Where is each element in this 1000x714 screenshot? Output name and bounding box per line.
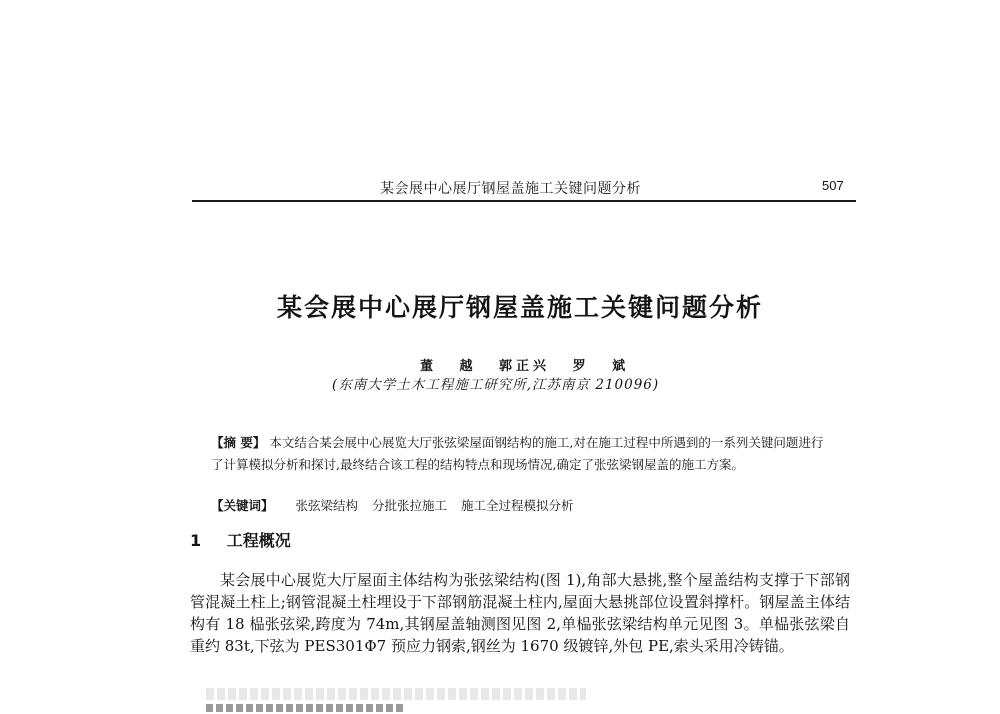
running-head-title: 某会展中心展厅钢屋盖施工关键问题分析: [380, 181, 641, 197]
body-paragraph: 某会展中心展览大厅屋面主体结构为张弦梁结构(图 1),角部大悬挑,整个屋盖结构支撑于下部钢管混凝土柱上;钢管混凝土柱埋设于下部钢筋混凝土柱内,屋面大悬挑部位设置斜撑杆。钢屋盖主体结构有 18 榀张弦梁,跨度为 74m,其钢屋盖轴测图见图 2,单榀张弦梁结构单元见图 3。单榀张弦梁自重约 83t,下弦为 PES301Φ7 预应力钢索,钢丝为 1670 级镀锌,外包 PE,索头采用冷铸锚。: [190, 571, 850, 655]
section-title: 工程概况: [226, 531, 291, 550]
page-number: 507: [822, 178, 844, 193]
footer-scan-strip: [206, 704, 406, 712]
section-heading: [190, 528, 291, 551]
authors: 董 越 郭正兴 罗 斌: [420, 359, 630, 374]
affiliation: (东南大学土木工程施工研究所,江苏南京 210096): [332, 377, 660, 393]
section-number: 1: [190, 531, 202, 550]
abstract-text: 本文结合某会展中心展览大厅张弦梁屋面钢结构的施工,对在施工过程中所遇到的一系列关键问题进行了计算模拟分析和探讨,最终结合该工程的结构特点和现场情况,确定了张弦梁钢屋盖的施工方案。: [211, 435, 824, 472]
keywords-text: 张弦梁结构 分批张拉施工 施工全过程模拟分析: [295, 498, 574, 513]
keywords: [211, 496, 573, 514]
header-rule: [192, 200, 856, 202]
abstract: [211, 432, 831, 476]
keywords-label: 【关键词】: [211, 498, 274, 513]
abstract-label: 【摘 要】: [211, 435, 266, 450]
bleed-through-shadow: [206, 688, 586, 700]
paper-title: 某会展中心展厅钢屋盖施工关键问题分析: [276, 293, 763, 322]
